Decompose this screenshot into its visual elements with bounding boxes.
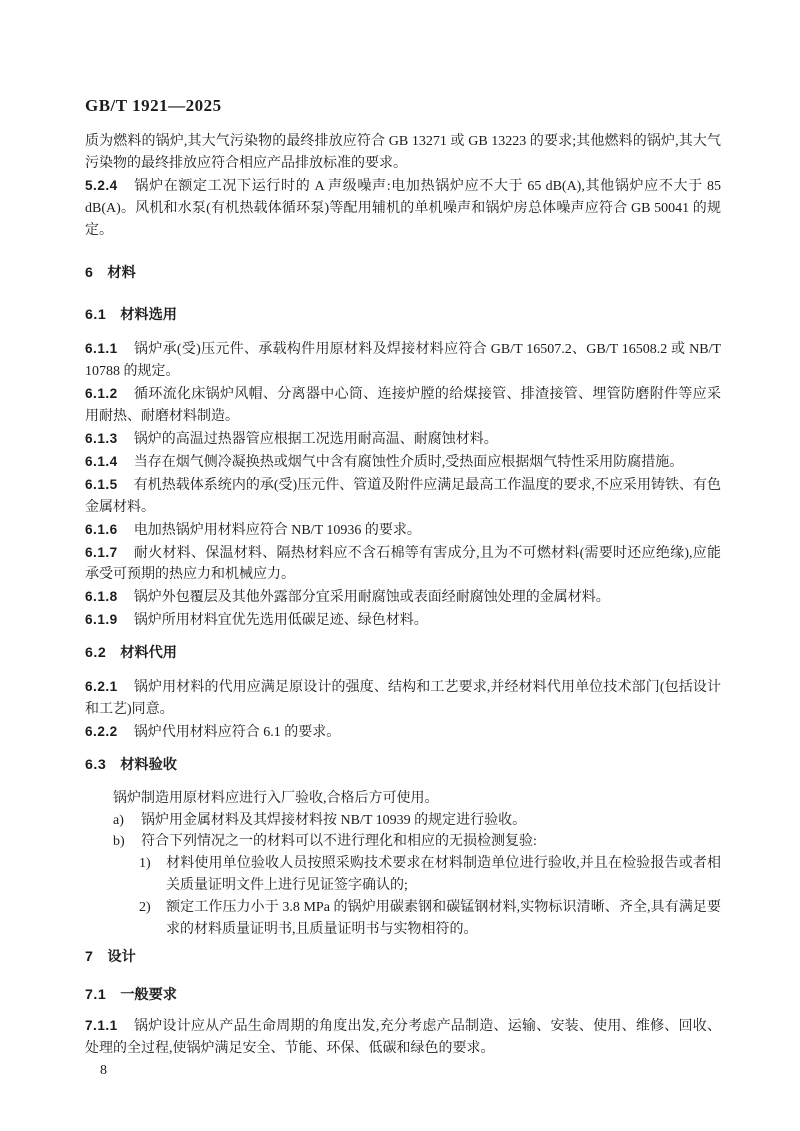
clause-6-1-7 — [85, 542, 721, 587]
clause-text: 锅炉外包覆层及其他外露部分宜采用耐腐蚀或表面经耐腐蚀处理的金属材料。 — [133, 590, 610, 606]
clause-6-1-6 — [85, 519, 721, 542]
clause-number: 6.1.8 — [85, 589, 118, 605]
clause-6-2-1 — [85, 676, 721, 721]
paragraph-continuation: 质为燃料的锅炉,其大气污染物的最终排放应符合 GB 13271 或 GB 13223 的要求;其他燃料的锅炉,其大气污染物的最终排放应符合相应产品排放标准的要求。 — [85, 134, 721, 171]
clause-number: 6.1.3 — [85, 430, 118, 446]
list-item-text: 符合下列情况之一的材料可以不进行理化和相应的无损检测复验: — [141, 834, 537, 850]
page-number: 8 — [100, 1062, 107, 1078]
clause-text: 当存在烟气侧冷凝换热或烟气中含有腐蚀性介质时,受热面应根据烟气特性采用防腐措施。 — [133, 454, 684, 470]
section-number: 6.2 — [85, 645, 107, 662]
section-number: 7.1 — [85, 986, 107, 1003]
clause-number: 7.1.1 — [85, 1017, 118, 1033]
section-heading-6-3 — [85, 755, 721, 777]
list-subitem-1 — [85, 853, 721, 897]
list-marker: 2) — [139, 900, 151, 916]
clause-text: 耐火材料、保温材料、隔热材料应不含石棉等有害成分,且为不可燃材料(需要时还应绝缘),应能承受可预期的热应力和机械应力。 — [85, 545, 721, 583]
list-item-text: 锅炉用金属材料及其焊接材料按 NB/T 10939 的规定进行验收。 — [141, 812, 527, 828]
clause-number: 6.1.9 — [85, 612, 118, 628]
section-title: 一般要求 — [120, 986, 177, 1003]
list-item-text: 材料使用单位验收人员按照采购技术要求在材料制造单位进行验收,并且在检验报告或者相关质量证明文件上进行见证签字确认的; — [166, 856, 721, 894]
section-title: 材料代用 — [120, 645, 177, 662]
clause-6-1-3 — [85, 428, 721, 451]
page-content — [85, 95, 721, 1082]
chapter-title: 材料 — [107, 264, 136, 281]
clause-text: 有机热载体系统内的承(受)压元件、管道及附件应满足最高工作温度的要求,不应采用铸铁、有色金属材料。 — [85, 477, 721, 515]
standard-code-header: GB/T 1921—2025 — [85, 96, 222, 115]
chapter-heading-7 — [85, 947, 721, 969]
clause-6-1-5 — [85, 474, 721, 519]
section-heading-7-1 — [85, 985, 721, 1007]
clause-6-1-9 — [85, 609, 721, 632]
clause-number: 6.1.4 — [85, 453, 118, 469]
chapter-title: 设计 — [107, 949, 136, 965]
section-title: 材料选用 — [120, 307, 177, 324]
clause-6-1-1 — [85, 338, 721, 383]
clause-number: 6.1.5 — [85, 476, 118, 492]
clause-6-1-2 — [85, 383, 721, 428]
list-marker: a) — [113, 812, 124, 828]
clause-text: 锅炉承(受)压元件、承载构件用原材料及焊接材料应符合 GB/T 16507.2、GB/T 16508.2 或 NB/T 10788 的规定。 — [85, 342, 721, 380]
clause-text: 锅炉在额定工况下运行时的 A 声级噪声:电加热锅炉应不大于 65 dB(A),其他锅炉应不大于 85 dB(A)。风机和水泵(有机热载体循环泵)等配用辅机的单机噪声和锅炉房总体噪声应符合 GB 50041 的规定。 — [85, 178, 721, 238]
clause-text: 锅炉所用材料宜优先选用低碳足迹、绿色材料。 — [133, 613, 428, 629]
clause-number: 6.1.2 — [85, 386, 118, 402]
section-heading-6-2 — [85, 643, 721, 665]
section-number: 6.1 — [85, 307, 107, 324]
clause-number: 6.2.1 — [85, 679, 118, 695]
chapter-number: 7 — [85, 949, 94, 965]
clause-text: 循环流化床锅炉风帽、分离器中心筒、连接炉膛的给煤接管、排渣接管、埋管防磨附件等应采用耐热、耐磨材料制造。 — [85, 387, 721, 425]
clause-6-1-4 — [85, 451, 721, 474]
clause-number: 6.1.6 — [85, 521, 118, 537]
clause-number: 6.1.1 — [85, 341, 118, 357]
clause-5-2-4 — [85, 175, 721, 242]
section-heading-6-1 — [85, 305, 721, 327]
clause-text: 电加热锅炉用材料应符合 NB/T 10936 的要求。 — [133, 522, 421, 538]
clause-text: 锅炉的高温过热器管应根据工况选用耐高温、耐腐蚀材料。 — [133, 431, 498, 447]
list-marker: b) — [113, 834, 125, 850]
list-item-a — [85, 810, 721, 832]
section-number: 6.3 — [85, 756, 107, 773]
section-title: 材料验收 — [120, 756, 177, 773]
chapter-number: 6 — [85, 264, 94, 281]
clause-6-2-2 — [85, 721, 721, 744]
list-item-text: 额定工作压力小于 3.8 MPa 的锅炉用碳素钢和碳锰钢材料,实物标识清晰、齐全,具有满足要求的材料质量证明书,且质量证明书与实物相符的。 — [166, 900, 721, 938]
chapter-heading-6 — [85, 263, 721, 285]
clause-6-1-8 — [85, 586, 721, 609]
list-marker: 1) — [139, 856, 151, 872]
clause-text: 锅炉设计应从产品生命周期的角度出发,充分考虑产品制造、运输、安装、使用、维修、回收、处理的全过程,使锅炉满足安全、节能、环保、低碳和绿色的要求。 — [85, 1018, 721, 1056]
clause-text: 锅炉代用材料应符合 6.1 的要求。 — [133, 724, 341, 740]
clause-7-1-1 — [85, 1015, 721, 1060]
list-subitem-2 — [85, 897, 721, 941]
clause-number: 5.2.4 — [85, 177, 118, 193]
clause-number: 6.1.7 — [85, 544, 118, 560]
clause-number: 6.2.2 — [85, 723, 118, 739]
clause-text: 锅炉用材料的代用应满足原设计的强度、结构和工艺要求,并经材料代用单位技术部门(包括设计和工艺)同意。 — [85, 680, 721, 717]
list-item-b — [85, 831, 721, 853]
paragraph-6-3-intro: 锅炉制造用原材料应进行入厂验收,合格后方可使用。 — [113, 790, 439, 806]
